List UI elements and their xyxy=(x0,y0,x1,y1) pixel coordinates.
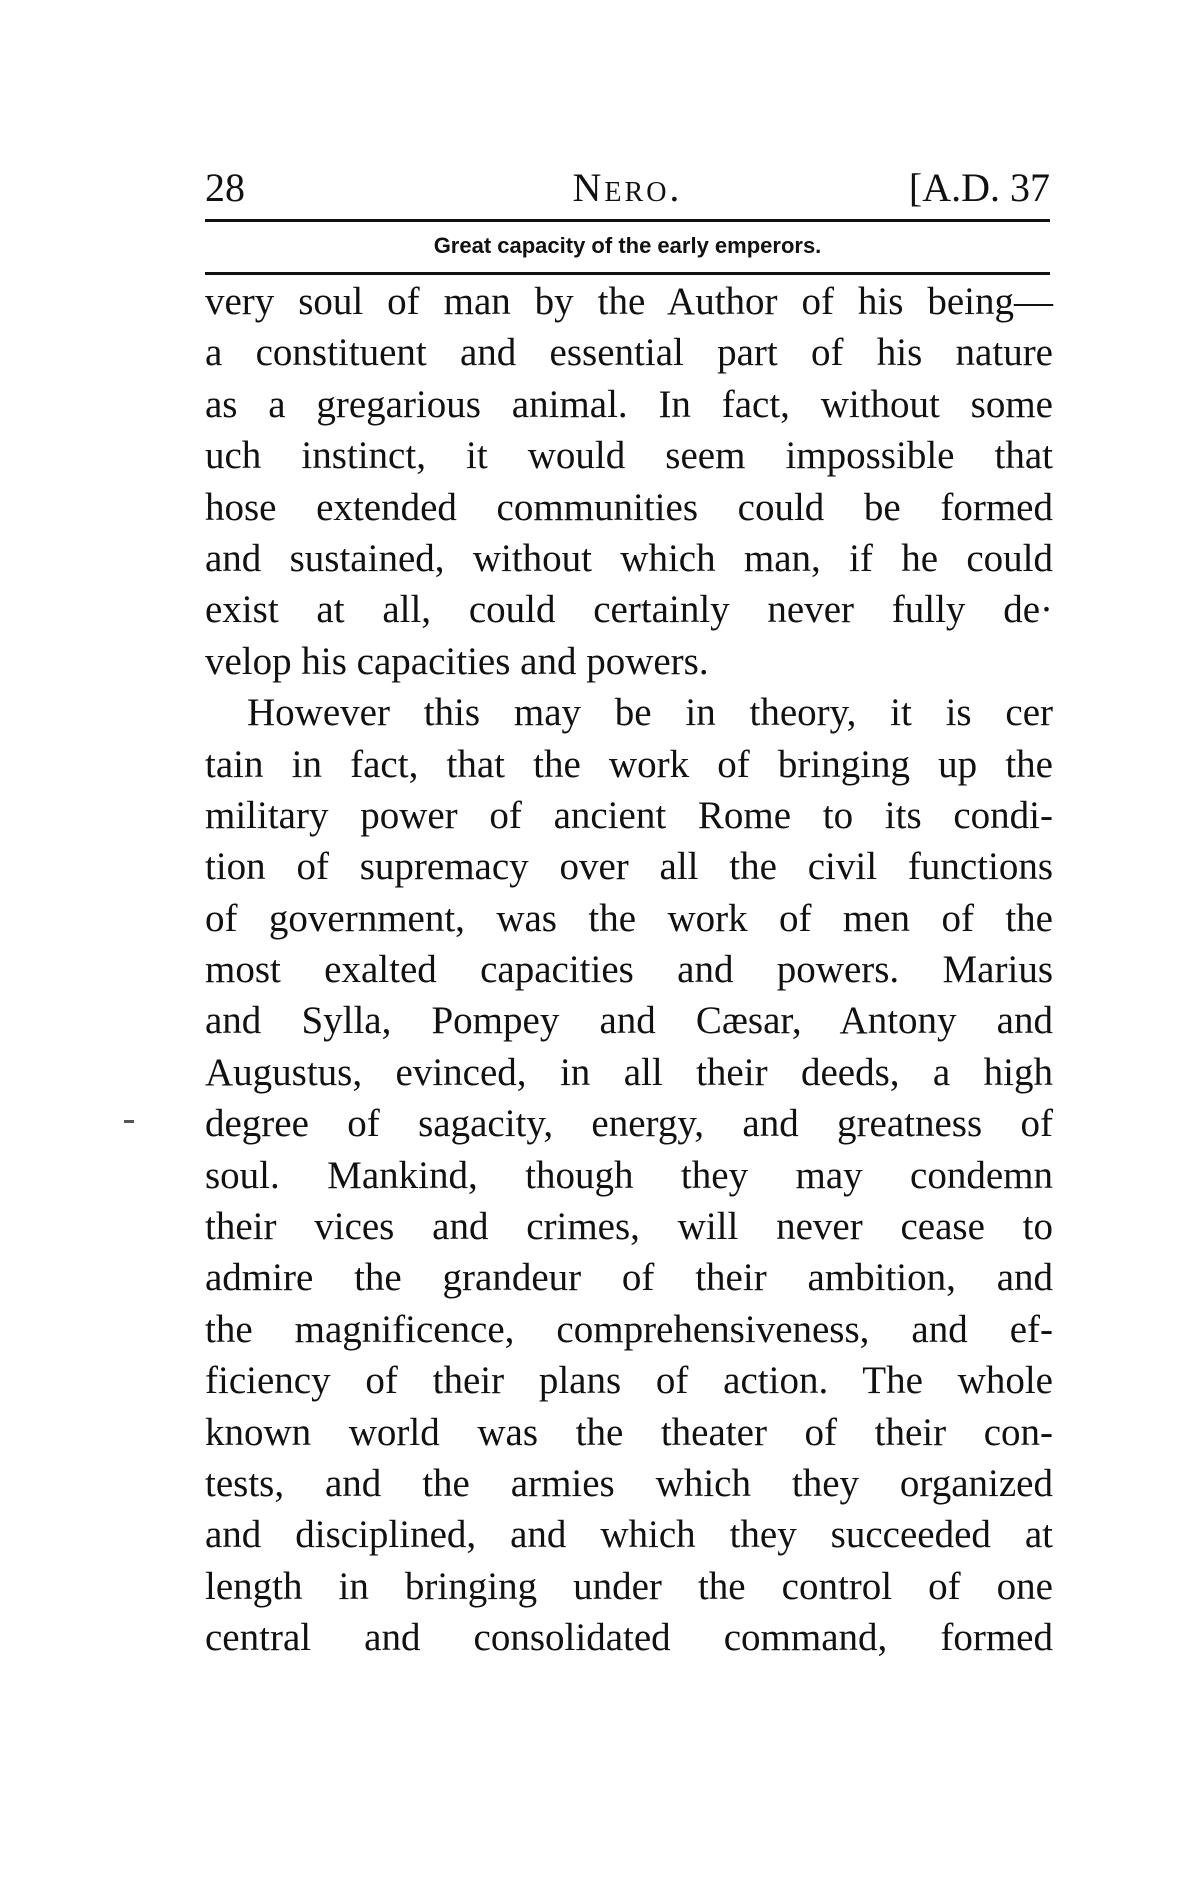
text-line: exist at all, could certainly never fully de· xyxy=(205,588,1053,632)
text-line: velop his capacities and powers. xyxy=(205,639,709,683)
text-line: and disciplined, and which they succeeded at xyxy=(205,1513,1053,1557)
section-subheading: Great capacity of the early emperors. xyxy=(433,233,822,258)
header-rule-bottom xyxy=(205,272,1050,275)
text-line: of government, was the work of men of the xyxy=(205,896,1053,940)
text-line: degree of sagacity, energy, and greatness of xyxy=(205,1102,1053,1146)
text-line: military power of ancient Rome to its condi- xyxy=(205,793,1053,837)
text-line: their vices and crimes, will never cease to xyxy=(205,1205,1053,1249)
page-number: 28 xyxy=(205,165,245,210)
text-line: ficiency of their plans of action. The whole xyxy=(205,1359,1053,1403)
page-header xyxy=(205,163,1050,213)
text-line: admire the grandeur of their ambition, and xyxy=(205,1256,1053,1300)
text-line: Augustus, evinced, in all their deeds, a high xyxy=(205,1050,1053,1094)
header-rule-top xyxy=(205,219,1050,222)
text-line: central and consolidated command, formed xyxy=(205,1616,1053,1660)
text-line: a constituent and essential part of his nature xyxy=(205,331,1053,375)
date-marker: [A.D. 37 xyxy=(908,165,1050,210)
text-line: length in bringing under the control of one xyxy=(205,1564,1053,1608)
running-title: Nero. xyxy=(572,165,683,210)
text-line: tain in fact, that the work of bringing up the xyxy=(205,742,1053,786)
text-line: tests, and the armies which they organized xyxy=(205,1461,1053,1505)
text-line: hose extended communities could be formed xyxy=(205,485,1053,529)
text-line: known world was the theater of their con- xyxy=(205,1410,1053,1454)
text-line: uch instinct, it would seem impossible that xyxy=(205,434,1053,478)
text-line: tion of supremacy over all the civil functions xyxy=(205,845,1053,889)
margin-dash-mark xyxy=(124,1120,134,1123)
text-line: and Sylla, Pompey and Cæsar, Antony and xyxy=(205,999,1053,1043)
text-line: very soul of man by the Author of his being— xyxy=(205,280,1053,323)
text-line: most exalted capacities and powers. Marius xyxy=(205,948,1053,992)
text-line: soul. Mankind, though they may condemn xyxy=(205,1153,1053,1197)
body-text xyxy=(205,276,1053,1664)
text-line: the magnificence, comprehensiveness, and ef- xyxy=(205,1307,1053,1351)
text-line: as a gregarious animal. In fact, without some xyxy=(205,382,1053,426)
text-line: and sustained, without which man, if he could xyxy=(205,536,1053,580)
text-line: However this may be in theory, it is cer xyxy=(247,691,1053,735)
